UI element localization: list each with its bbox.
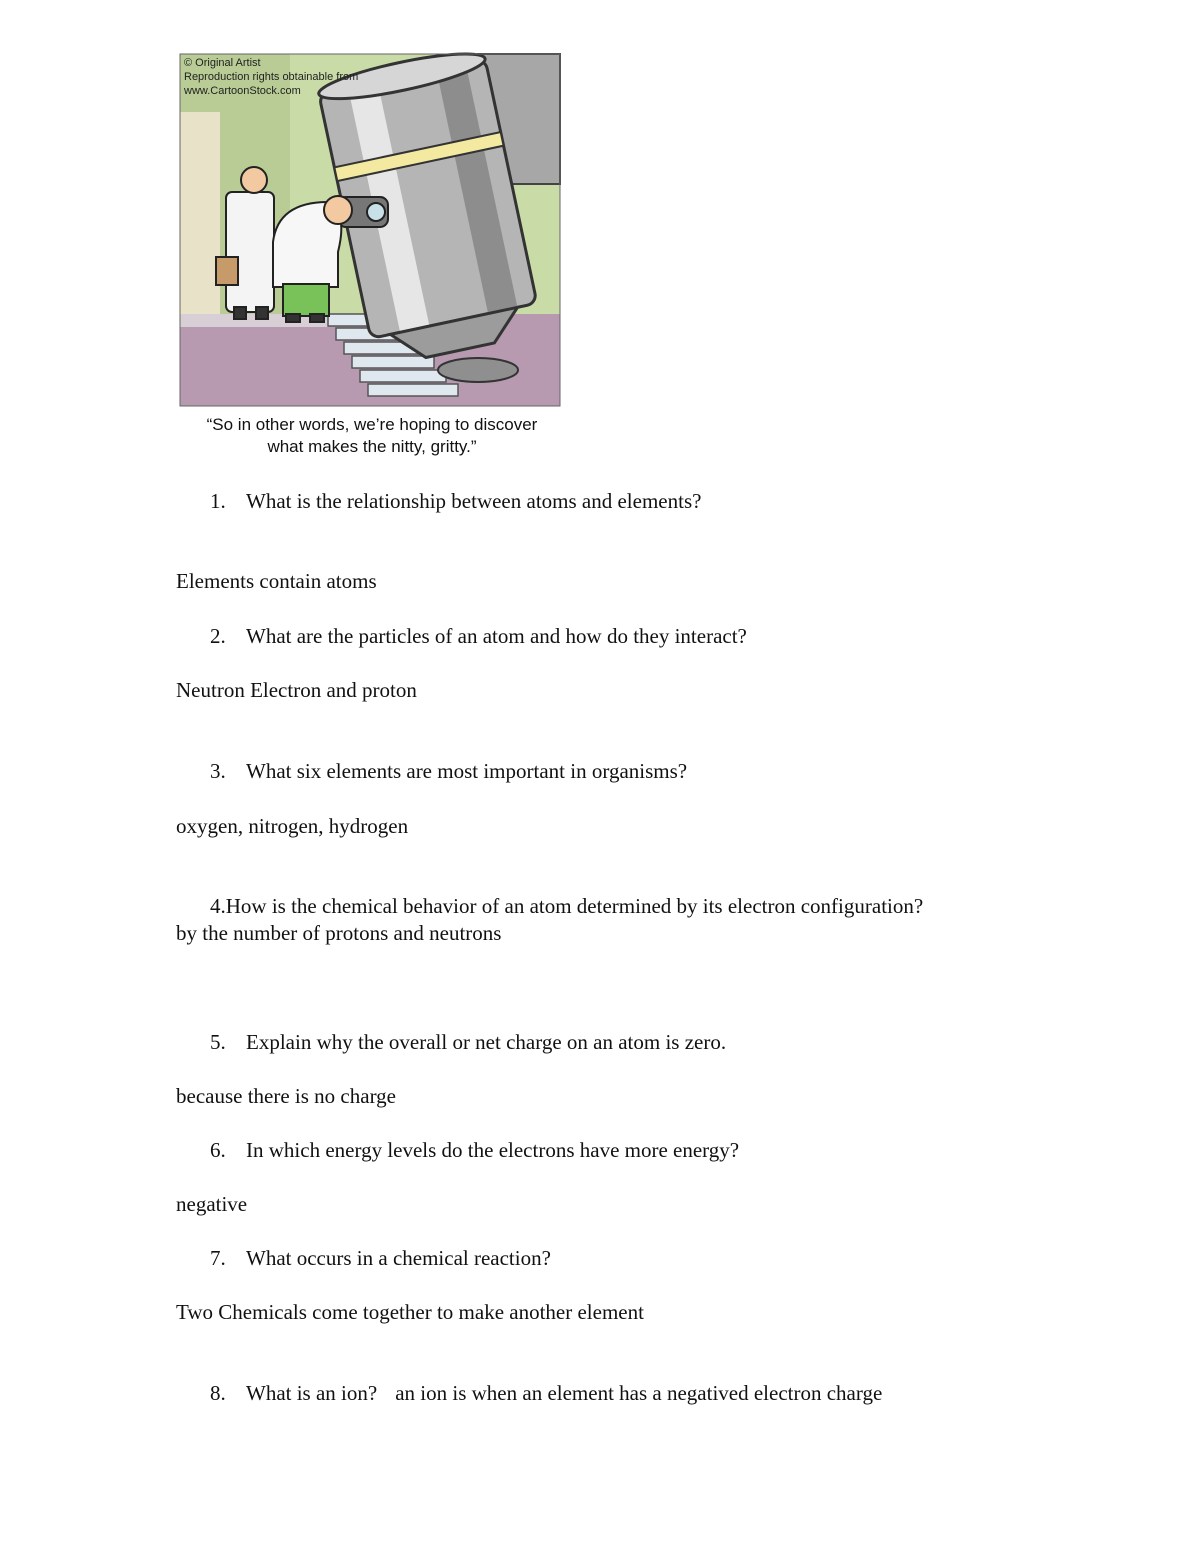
question-3 [210,758,687,784]
question-text: How is the chemical behavior of an atom determined by its electron configuration? [225,894,924,918]
question-number: 4. [210,894,226,918]
answer-4: by the number of protons and neutrons [176,921,502,945]
watermark-line-3: www.CartoonStock.com [184,85,301,97]
answer-7: Two Chemicals come together to make another element [176,1300,644,1324]
answer-3: oxygen, nitrogen, hydrogen [176,814,409,838]
question-number: 7. [210,1246,226,1270]
question-text: What is an ion? [246,1381,378,1405]
answer-5: because there is no charge [176,1084,397,1108]
answer-8: an ion is when an element has a negatived electron charge [395,1381,883,1405]
question-number: 8. [210,1381,226,1405]
question-2 [210,623,747,649]
question-text: Explain why the overall or net charge on an atom is zero. [246,1030,727,1054]
question-7 [210,1245,551,1271]
answer-6: negative [176,1192,248,1216]
question-text: What are the particles of an atom and how do they interact? [246,624,747,648]
answer-1: Elements contain atoms [176,569,377,593]
question-1 [210,488,701,514]
question-number: 3. [210,759,226,783]
question-number: 5. [210,1030,226,1054]
question-5 [210,1029,726,1055]
question-text: What is the relationship between atoms and elements? [246,489,702,513]
watermark-line-2: Reproduction rights obtainable from [184,71,359,83]
question-4 [210,893,923,919]
question-text: What occurs in a chemical reaction? [246,1246,551,1270]
question-number: 2. [210,624,226,648]
question-8 [210,1380,882,1406]
question-text: What six elements are most important in organisms? [246,759,688,783]
question-6 [210,1137,739,1163]
watermark-line-1: © Original Artist [184,57,261,69]
question-number: 6. [210,1138,226,1162]
question-text: In which energy levels do the electrons have more energy? [246,1138,740,1162]
cartoon-caption-line-2: what makes the nitty, gritty.” [267,437,477,456]
answer-2: Neutron Electron and proton [176,678,417,702]
question-number: 1. [210,489,226,513]
cartoon-caption-line-1: “So in other words, we’re hoping to discover [206,415,538,434]
cartoon-image [178,52,568,462]
